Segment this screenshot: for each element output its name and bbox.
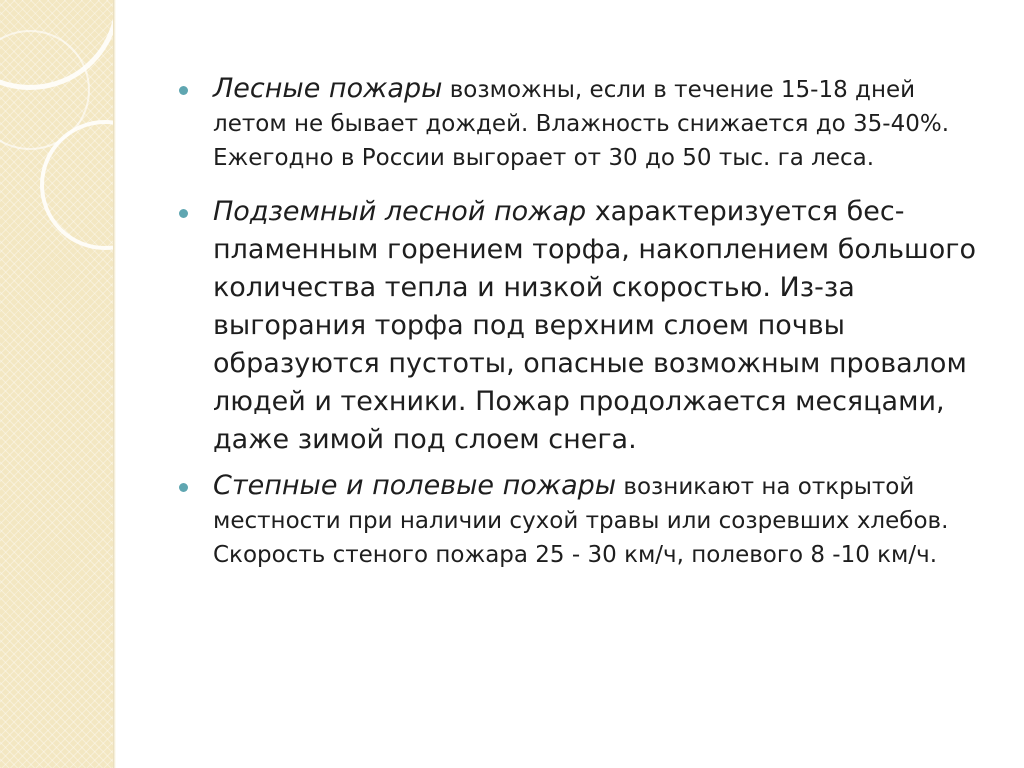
bullet-dot-icon (179, 483, 188, 492)
band-edge (113, 0, 116, 768)
decorative-side-band (0, 0, 113, 768)
bullet-list (175, 72, 995, 572)
bullet-item-forest-fires (175, 72, 995, 175)
bullet-dot-icon (179, 86, 188, 95)
bullet-emphasis: Степные и полевые пожары (213, 470, 617, 501)
bullet-text: возникают на открытой местности при наличии сухой травы или созревших хлебов. Скорость стеного пожара 25 - 30 км/ч, полевого 8 -10 км/ч. (213, 474, 949, 568)
bullet-text: характеризуется беспламенным горением торфа, накоплением большого количества тепла и низкой скоростью. Из-за выгорания торфа под верхним слоем почвы образуются пустоты, опасные возможным провалом людей и техники. Пожар продолжается месяцами, даже зимой под слоем снега. (213, 196, 976, 455)
bullet-item-steppe-fires (175, 469, 995, 572)
bullet-emphasis: Лесные пожары (213, 73, 443, 104)
bullet-item-underground-fire (175, 193, 995, 459)
bullet-emphasis: Подземный лесной пожар (213, 196, 587, 227)
bullet-dot-icon (179, 209, 188, 218)
bullet-text: возможны, если в течение 15-18 дней летом не бывает дождей. Влажность снижается до 35-40%. Ежегодно в России выгорает от 30 до 50 тыс. га леса. (213, 77, 950, 171)
